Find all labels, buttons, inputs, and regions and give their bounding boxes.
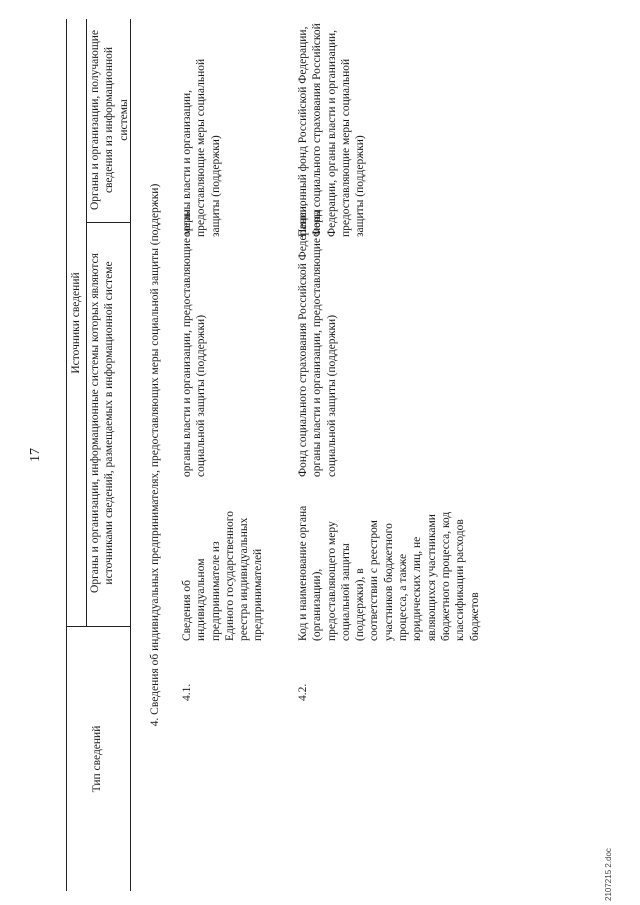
sources-divider — [86, 19, 87, 627]
header-type: Тип сведений — [91, 725, 103, 793]
row-providers: Фонд социального страхования Российской Федерации, органы власти и организации, предоставляющие меры социальной защиты (поддержки) — [297, 203, 338, 477]
row-type: Сведения об индивидуальном предпринимателе из Единого государственного реестра индивидуальных предпринимателей — [181, 511, 265, 641]
row-type: Код и наименование органа (организации), предоставляющего меру социальной защиты (поддержки), в соответствии с реестром участников бюджетного процесса, а также юридических лиц, не являющихся участниками бюджетного процесса, код классификации расходов бюджетов — [297, 505, 481, 641]
providers-column-divider — [86, 222, 130, 223]
header-providers: Органы и организации, информационные системы которых являются источниками сведений, размещаемых в информационной системе — [89, 253, 116, 593]
section-title: 4. Сведения об индивидуальных предпринимателях, предоставляющих меры социальной защиты (поддержки) — [149, 183, 161, 727]
row-number: 4.2. — [297, 683, 309, 701]
row-number: 4.1. — [181, 683, 193, 701]
header-receivers: Органы и организации, получающие сведения из информационной системы — [89, 30, 130, 210]
row-receivers: Пенсионный фонд Российской Федерации, Фонд социального страхования Российской Федерации, органы власти и организации, предоставляющие меры социальной защиты (поддержки) — [297, 23, 367, 237]
row-providers: органы власти и организации, предоставляющие меры социальной защиты (поддержки) — [181, 209, 208, 477]
document-id: 2107215 2.doc — [604, 848, 613, 901]
rotated-page — [0, 5, 640, 905]
page-number: 17 — [28, 448, 43, 462]
table-top-border — [66, 19, 67, 891]
row-receivers: органы власти и организации, предоставляющие меры социальной защиты (поддержки) — [181, 58, 222, 237]
header-sources: Источники сведений — [70, 272, 82, 374]
